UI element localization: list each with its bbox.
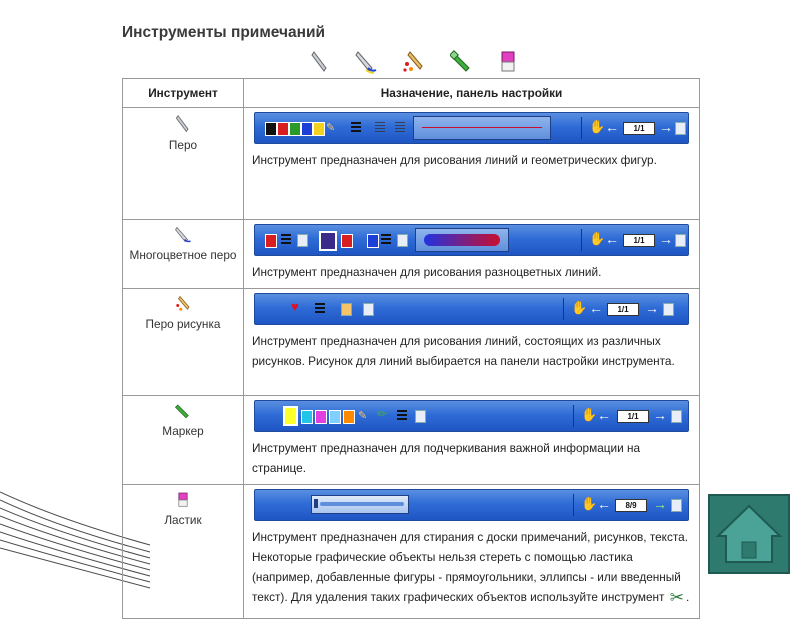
line-width-icon-2[interactable]	[381, 234, 391, 246]
heart-icon[interactable]: ♥	[291, 299, 299, 314]
hand-icon[interactable]: ✋	[581, 496, 598, 511]
marker-pen-icon[interactable]: ✏	[377, 407, 388, 421]
multicolor-pen-icon	[174, 226, 192, 244]
selected-color-box[interactable]	[283, 406, 298, 426]
picture-select-icon[interactable]	[341, 303, 352, 316]
option-icon[interactable]	[415, 410, 426, 423]
eraser-size-slider[interactable]	[311, 495, 409, 514]
option-icon[interactable]	[363, 303, 374, 316]
hand-icon[interactable]: ✋	[589, 119, 606, 134]
color-swatch-blue[interactable]	[301, 122, 313, 136]
color-swatch-yellow[interactable]	[313, 122, 325, 136]
picture-pen-settings-toolbar	[254, 293, 689, 325]
gradient-preview	[415, 228, 509, 252]
color-swatch-blue[interactable]	[367, 234, 379, 248]
description-cell	[244, 289, 700, 396]
marker-icon	[174, 402, 192, 420]
line-style-icon[interactable]	[375, 122, 385, 134]
eraser-settings-toolbar	[254, 489, 689, 521]
color-swatch-orange[interactable]	[343, 410, 355, 424]
palette-icon[interactable]: ✎	[358, 410, 368, 422]
color-swatch-red[interactable]	[277, 122, 289, 136]
tool-description: Инструмент предназначен для рисования разноцветных линий.	[252, 265, 602, 279]
table-row	[123, 108, 700, 220]
window-icon[interactable]	[663, 303, 674, 316]
page-title: Инструменты примечаний	[122, 24, 326, 41]
tool-cell	[123, 289, 244, 396]
table-row	[123, 485, 700, 619]
tool-name: Перо рисунка	[145, 317, 221, 331]
description-cell	[244, 396, 700, 485]
header-purpose: Назначение, панель настройки	[244, 79, 700, 108]
tool-cell	[123, 485, 244, 619]
description-cell	[244, 485, 700, 619]
tool-description-text: Инструмент предназначен для стирания с доски примечаний, рисунков, текста. Некоторые графические объекты нельзя стереть с помощью ластика (например, добавленные фигуры - прямоугольники, эллипсы - или введенный текст). Для удаления таких графических объектов используйте инструмент	[252, 530, 688, 604]
tool-name: Маркер	[162, 424, 204, 438]
marker-icon[interactable]	[450, 50, 474, 74]
arrow-right-icon[interactable]: →	[659, 231, 673, 247]
page-indicator: 1/1	[607, 303, 639, 316]
home-icon	[710, 496, 788, 572]
arrow-left-icon[interactable]: ←	[597, 496, 611, 512]
line-width-icon[interactable]	[351, 122, 361, 134]
tool-name: Многоцветное перо	[129, 248, 237, 262]
arrow-left-icon[interactable]: ←	[605, 119, 619, 135]
selected-color-box[interactable]	[319, 231, 337, 251]
pen-icon	[174, 114, 192, 134]
tool-description: Инструмент предназначен для подчеркивания важной информации на странице.	[252, 441, 641, 475]
multicolor-pen-icon[interactable]	[354, 50, 378, 74]
description-end: .	[685, 590, 690, 604]
tool-name: Ластик	[164, 513, 202, 527]
table-row	[123, 289, 700, 396]
line-width-icon[interactable]	[281, 234, 291, 246]
tool-cell	[123, 108, 244, 220]
tool-cell	[123, 396, 244, 485]
hand-icon[interactable]: ✋	[571, 300, 588, 315]
multicolor-pen-settings-toolbar	[254, 224, 689, 256]
color-swatch-black[interactable]	[265, 122, 277, 136]
tool-name: Перо	[168, 138, 198, 152]
color-swatch-magenta[interactable]	[315, 410, 327, 424]
arrow-left-icon[interactable]: ←	[605, 231, 619, 247]
tool-description: Инструмент предназначен для рисования линий и геометрических фигур.	[252, 153, 657, 167]
page-indicator: 1/1	[623, 122, 655, 135]
window-icon[interactable]	[671, 499, 682, 512]
window-icon[interactable]	[671, 410, 682, 423]
color-swatch-cyan[interactable]	[301, 410, 313, 424]
description-cell	[244, 108, 700, 220]
marker-settings-toolbar	[254, 400, 689, 432]
eraser-icon	[176, 491, 190, 509]
picture-pen-icon	[174, 295, 192, 313]
option-icon[interactable]	[297, 234, 308, 247]
line-preview	[413, 116, 551, 140]
eraser-icon[interactable]	[498, 50, 518, 74]
arrow-left-icon[interactable]: ←	[597, 407, 611, 423]
color-swatch-lightblue[interactable]	[329, 410, 341, 424]
tool-description	[250, 521, 699, 614]
description-cell	[244, 220, 700, 289]
window-icon[interactable]	[675, 122, 686, 135]
arrow-right-icon[interactable]: →	[653, 407, 667, 423]
page-indicator: 1/1	[623, 234, 655, 247]
arrow-right-icon[interactable]: →	[653, 496, 667, 512]
color-swatch-red-2[interactable]	[341, 234, 353, 248]
color-swatch-red[interactable]	[265, 234, 277, 248]
pen-icon[interactable]	[310, 50, 330, 74]
tool-icons-row	[306, 50, 526, 78]
arrow-left-icon[interactable]: ←	[589, 300, 603, 316]
header-tool: Инструмент	[123, 79, 244, 108]
tools-table	[122, 78, 700, 619]
table-row	[123, 396, 700, 485]
scissors-icon: ✂	[669, 588, 684, 607]
arrow-right-icon[interactable]: →	[645, 300, 659, 316]
picture-pen-icon[interactable]	[402, 50, 426, 74]
option-icon-2[interactable]	[397, 234, 408, 247]
hand-icon[interactable]: ✋	[581, 407, 598, 422]
tool-cell	[123, 220, 244, 289]
line-dash-icon[interactable]	[395, 122, 405, 134]
hand-icon[interactable]: ✋	[589, 231, 606, 246]
tool-description: Инструмент предназначен для рисования линий, состоящих из различных рисунков. Рисунок для линий выбирается на панели настройки инструмента.	[252, 334, 675, 368]
table-row	[123, 220, 700, 289]
color-swatch-green[interactable]	[289, 122, 301, 136]
home-button[interactable]	[708, 494, 790, 574]
page-indicator: 8/9	[615, 499, 647, 512]
window-icon[interactable]	[675, 234, 686, 247]
line-width-icon[interactable]	[315, 303, 325, 315]
palette-icon[interactable]: ✎	[326, 122, 336, 134]
arrow-right-icon[interactable]: →	[659, 119, 673, 135]
page-indicator: 1/1	[617, 410, 649, 423]
pen-settings-toolbar	[254, 112, 689, 144]
line-width-icon[interactable]	[397, 410, 407, 422]
